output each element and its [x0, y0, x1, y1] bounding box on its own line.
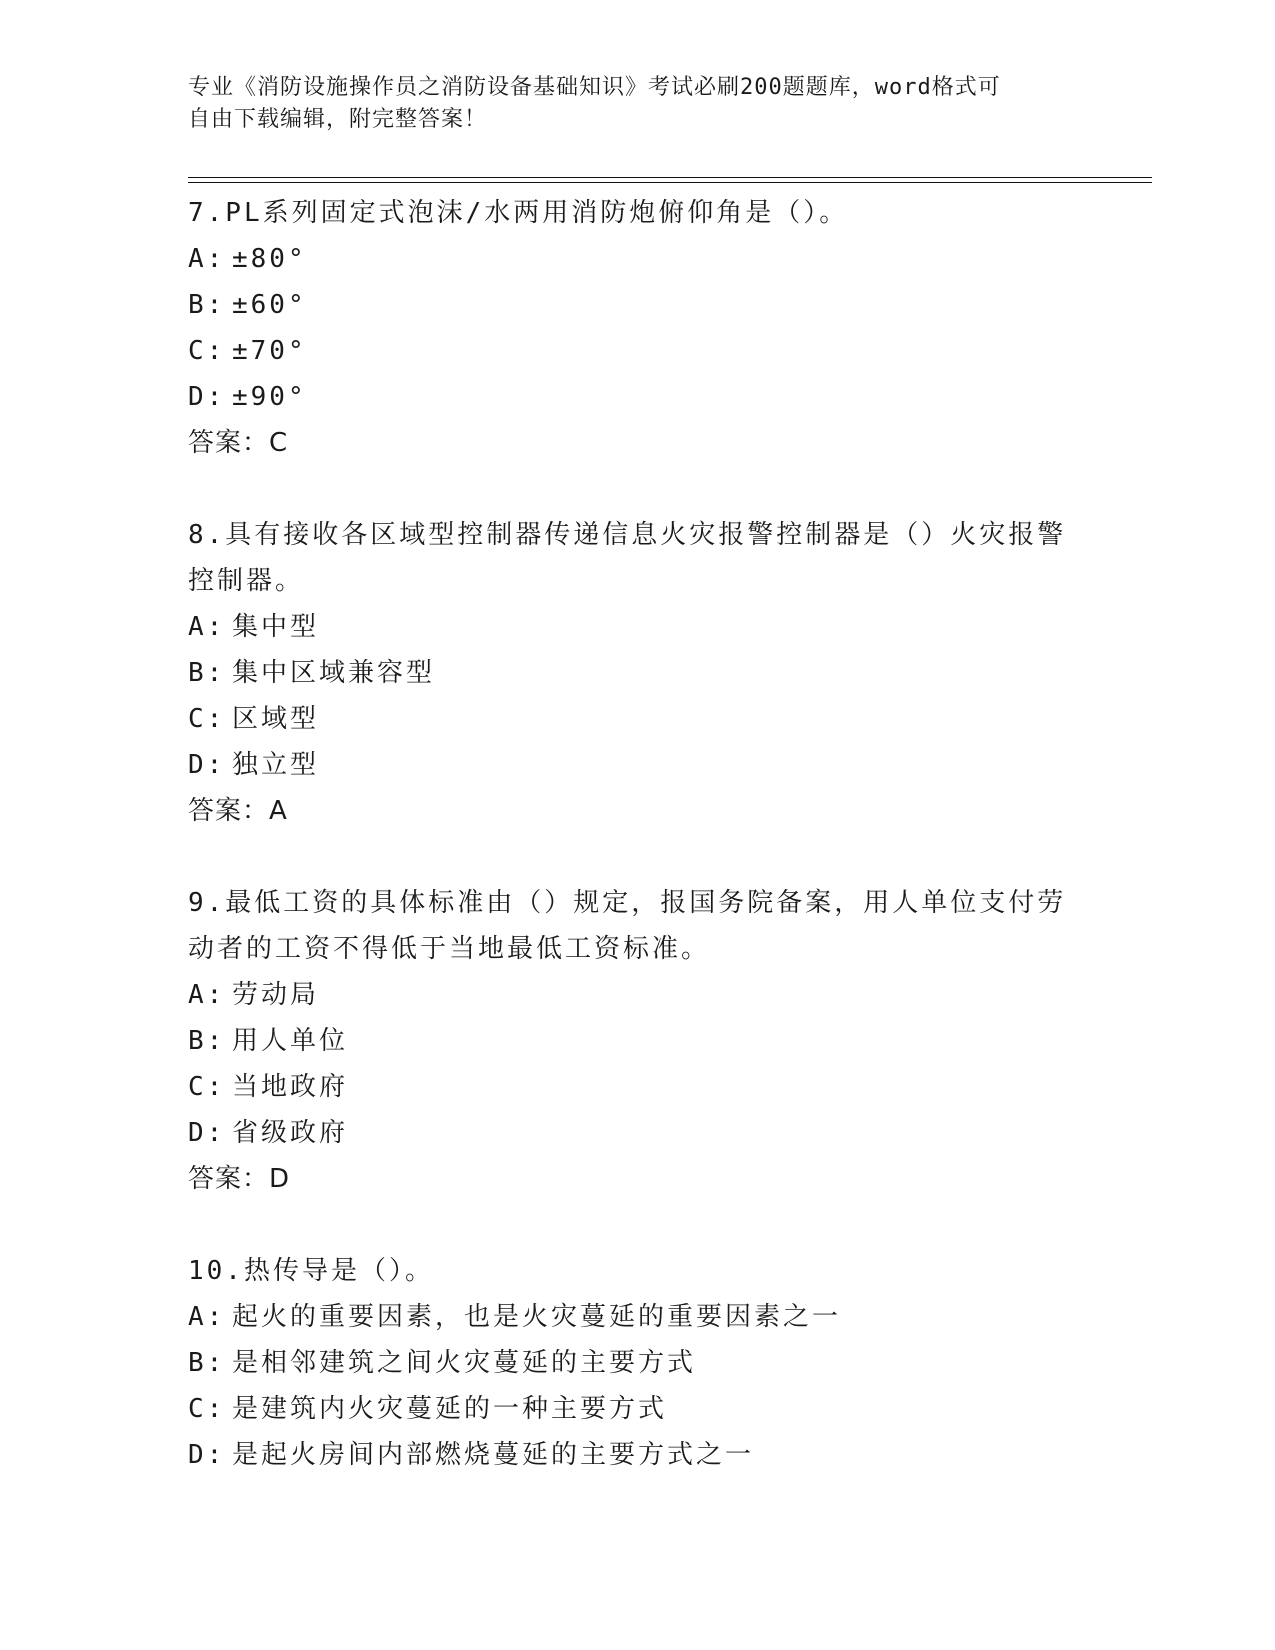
- option-letter: C:: [188, 1072, 226, 1102]
- option-a: [188, 604, 1068, 650]
- question-9: [188, 880, 1068, 1202]
- option-d: [188, 1110, 1068, 1156]
- question-text: 8.具有接收各区域型控制器传递信息火灾报警控制器是（）火灾报警控制器。: [188, 520, 1067, 596]
- option-text: ±90°: [232, 382, 307, 412]
- option-c: [188, 1386, 1068, 1432]
- option-text: ±70°: [232, 336, 307, 366]
- option-letter: D:: [188, 1118, 226, 1148]
- option-letter: D:: [188, 750, 226, 780]
- option-text: ±60°: [232, 290, 307, 320]
- option-letter: A:: [188, 612, 226, 642]
- option-text: 当地政府: [232, 1072, 349, 1102]
- option-letter: C:: [188, 704, 226, 734]
- option-a: [188, 972, 1068, 1018]
- option-b: [188, 1018, 1068, 1064]
- option-letter: C:: [188, 1394, 226, 1424]
- question-8: [188, 512, 1068, 834]
- option-d: [188, 374, 1068, 420]
- option-text: 起火的重要因素，也是火灾蔓延的重要因素之一: [232, 1302, 842, 1332]
- question-list: [188, 190, 1068, 1478]
- header-line: 自由下载编辑，附完整答案！: [188, 107, 488, 132]
- option-text: 用人单位: [232, 1026, 349, 1056]
- option-text: 是起火房间内部燃烧蔓延的主要方式之一: [232, 1440, 755, 1470]
- question-text: 9.最低工资的具体标准由（）规定，报国务院备案，用人单位支付劳动者的工资不得低于当地最低工资标准。: [188, 888, 1067, 964]
- option-letter: B:: [188, 290, 226, 320]
- option-c: [188, 328, 1068, 374]
- option-c: [188, 1064, 1068, 1110]
- option-b: [188, 282, 1068, 328]
- answer-line: 答案：C: [188, 428, 289, 458]
- option-text: 是相邻建筑之间火灾蔓延的主要方式: [232, 1348, 697, 1378]
- option-text: ±80°: [232, 244, 307, 274]
- document-header: [188, 72, 1068, 136]
- question-text: 7.PL系列固定式泡沫/水两用消防炮俯仰角是（）。: [188, 198, 849, 228]
- option-d: [188, 1432, 1068, 1478]
- option-letter: C:: [188, 336, 226, 366]
- option-text: 是建筑内火灾蔓延的一种主要方式: [232, 1394, 668, 1424]
- option-text: 区域型: [232, 704, 320, 734]
- option-letter: A:: [188, 244, 226, 274]
- question-text: 10.热传导是（）。: [188, 1256, 434, 1286]
- header-divider: [188, 177, 1152, 178]
- option-b: [188, 1340, 1068, 1386]
- answer-line: 答案：D: [188, 1164, 291, 1194]
- option-text: 集中型: [232, 612, 320, 642]
- option-letter: A:: [188, 1302, 226, 1332]
- option-letter: B:: [188, 1026, 226, 1056]
- option-a: [188, 1294, 1068, 1340]
- option-c: [188, 696, 1068, 742]
- question-10: [188, 1248, 1068, 1478]
- header-line: 专业《消防设施操作员之消防设备基础知识》考试必刷200题题库，word格式可: [188, 75, 1001, 100]
- option-a: [188, 236, 1068, 282]
- option-letter: A:: [188, 980, 226, 1010]
- option-letter: D:: [188, 382, 226, 412]
- option-text: 独立型: [232, 750, 320, 780]
- question-7: [188, 190, 1068, 466]
- option-letter: B:: [188, 658, 226, 688]
- option-letter: B:: [188, 1348, 226, 1378]
- option-letter: D:: [188, 1440, 226, 1470]
- option-text: 集中区域兼容型: [232, 658, 436, 688]
- option-b: [188, 650, 1068, 696]
- option-d: [188, 742, 1068, 788]
- header-divider: [188, 182, 1152, 183]
- option-text: 省级政府: [232, 1118, 349, 1148]
- option-text: 劳动局: [232, 980, 320, 1010]
- answer-line: 答案：A: [188, 796, 288, 826]
